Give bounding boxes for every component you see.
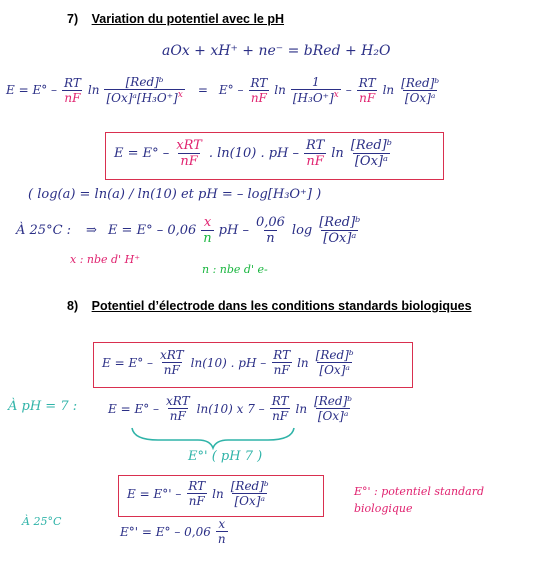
at25-ph: pH – — [218, 223, 249, 238]
ph7-nf: nF — [169, 409, 186, 423]
eq1-nf-3: nF — [359, 90, 376, 105]
boxed-e0prime-equation — [118, 475, 324, 517]
eq1-rt-2: RT — [250, 75, 268, 90]
eq1-denominator — [104, 89, 184, 104]
boxed2-ln: ln — [212, 486, 224, 501]
boxed-bio-content — [102, 349, 358, 376]
boxed1-xrt-over-nf — [158, 349, 186, 376]
eq1-denominator-text: [Ox]ᵃ[H₃O⁺] — [106, 91, 178, 105]
section-8-heading — [67, 299, 472, 313]
eq1-one: 1 — [311, 75, 320, 89]
ph7-left: E = E° – — [108, 401, 160, 416]
e0prime-definition: E°' : potentiel standard biologique — [354, 485, 485, 515]
boxed-rt: RT — [306, 138, 325, 153]
eq1-ln-2: ln — [274, 83, 286, 97]
ph7-nf-2: nF — [272, 409, 289, 423]
ph7-red: [Red]ᵇ — [314, 394, 353, 408]
at25-eq: E = E° – 0,06 — [107, 223, 197, 238]
at25-log: log — [291, 223, 313, 238]
boxed-bio-equation — [93, 342, 413, 388]
note-x-definition: x : nbe d' H⁺ — [70, 253, 140, 266]
e0p-n: n — [217, 532, 226, 546]
teal-brace — [128, 424, 298, 450]
ph7-equation — [108, 395, 356, 422]
e0p-x-over-n — [216, 518, 228, 545]
section-7-title: Variation du potentiel avec le pH — [91, 12, 285, 26]
boxed1-left: E = E° – — [102, 355, 154, 370]
redox-reaction: aOx + xH⁺ + ne⁻ = bRed + H₂O — [162, 43, 391, 59]
boxed1-nf: nF — [163, 363, 180, 377]
boxed-ln: ln — [331, 146, 344, 161]
boxed1-ox: [Ox]ᵃ — [319, 363, 350, 377]
boxed1-xrt: xRT — [160, 348, 184, 362]
boxed2-red: [Red]ᵇ — [230, 479, 269, 493]
eq1-left: E = E° – — [6, 83, 58, 97]
eq1-rt: RT — [64, 75, 81, 90]
eq1-h3o-text: [H₃O⁺] — [292, 91, 334, 105]
e0prime-equation — [120, 518, 230, 545]
eq1-red: [Red]ᵇ — [401, 75, 440, 90]
eq1-denominator-exp: x — [177, 90, 183, 100]
at25-n-2: n — [266, 231, 275, 246]
at25-n: n — [203, 231, 212, 246]
eq1-h3o-exp: x — [333, 90, 339, 100]
boxed1-nf-2: nF — [273, 363, 290, 377]
boxed1-rt: RT — [273, 348, 291, 362]
eq1-one-over-h3o — [291, 76, 341, 104]
boxed2-left: E = E°' – — [127, 486, 182, 501]
at25-label-bio: À 25°C — [22, 515, 62, 528]
eq1-ln: ln — [87, 83, 100, 97]
section-7-heading — [67, 12, 284, 26]
eq1-ox: [Ox]ᵃ — [404, 90, 436, 105]
boxed-rt-over-nf — [304, 139, 326, 168]
e0p-x: x — [218, 517, 226, 531]
boxed-ln10-ph: . ln(10) . pH – — [208, 146, 300, 161]
ph7-label: À pH = 7 : — [8, 399, 78, 414]
eq1-nf: nF — [64, 90, 81, 105]
boxed-xrt-over-nf — [174, 139, 204, 168]
boxed-red: [Red]ᵇ — [350, 138, 392, 153]
nernst-expanded-equation — [6, 76, 443, 104]
log-definition-note: ( log(a) = ln(a) / ln(10) et pH = – log[H₃O⁺] ) — [28, 187, 322, 202]
eq1-rt-over-nf-2 — [248, 77, 269, 104]
boxed-red-over-ox — [349, 139, 394, 168]
boxed2-red-over-ox — [229, 480, 271, 507]
boxed2-nf: nF — [188, 494, 205, 508]
at25-red: [Red]ᵇ — [319, 215, 361, 230]
brace-label: E°' ( pH 7 ) — [188, 449, 263, 464]
eq1-ln-3: ln — [382, 83, 395, 97]
eq1-minus: – — [345, 83, 352, 97]
boxed2-rt-over-nf — [186, 480, 207, 507]
boxed2-content — [127, 480, 273, 507]
boxed-ph-equation — [105, 132, 444, 180]
ph7-rt-over-nf — [270, 395, 291, 422]
ph7-red-over-ox — [312, 395, 354, 422]
eq1-equals: = — [197, 83, 208, 97]
boxed-xrt: xRT — [176, 138, 202, 153]
boxed1-red: [Red]ᵇ — [315, 348, 354, 362]
at25-x-over-n — [201, 216, 213, 245]
at25-006: 0,06 — [255, 215, 285, 230]
boxed-nf-2: nF — [306, 154, 324, 169]
eq1-red-over-ox — [399, 77, 441, 104]
e0p-eq: E°' = E° – 0,06 — [120, 524, 211, 539]
equation-at-25c — [16, 216, 364, 245]
boxed-nf: nF — [180, 154, 198, 169]
at25-006-over-n — [254, 216, 287, 245]
boxed1-ln: ln — [297, 355, 309, 370]
at25-x: x — [203, 215, 212, 230]
at25-red-over-ox — [317, 216, 362, 245]
ph7-rt: RT — [271, 394, 289, 408]
ph7-xrt: xRT — [166, 394, 190, 408]
eq1-rt-over-nf — [62, 77, 83, 104]
note-n-definition: n : nbe d' e- — [202, 263, 268, 276]
boxed-ox: [Ox]ᵃ — [354, 154, 388, 169]
boxed-ph-content — [114, 139, 396, 168]
section-8-title: Potentiel d’électrode dans les conditions standards biologiques — [91, 299, 472, 313]
at25-ox: [Ox]ᵃ — [323, 231, 357, 246]
boxed1-red-over-ox — [314, 349, 356, 376]
eq1-h3o — [291, 89, 341, 104]
boxed1-rt-over-nf — [271, 349, 292, 376]
ph7-ox: [Ox]ᵃ — [317, 409, 349, 423]
boxed2-ox: [Ox]ᵃ — [234, 494, 265, 508]
eq1-rt-over-nf-3 — [357, 77, 378, 104]
boxed2-rt: RT — [188, 479, 206, 493]
ph7-mid: ln(10) x 7 – — [196, 401, 265, 416]
boxed1-mid: ln(10) . pH – — [190, 355, 267, 370]
ph7-xrt-over-nf — [164, 395, 192, 422]
section-8-number: 8) — [67, 299, 79, 313]
eq1-quotient — [104, 76, 184, 104]
boxed-left: E = E° – — [114, 146, 170, 161]
section-7-number: 7) — [67, 12, 79, 26]
at25-label: À 25°C : — [16, 223, 72, 238]
eq1-nf-2: nF — [250, 90, 267, 105]
at25-arrow: ⇒ — [86, 223, 97, 238]
eq1-numerator: [Red]ᵇ — [125, 75, 164, 89]
eq1-rt-3: RT — [358, 75, 376, 90]
ph7-ln: ln — [295, 401, 308, 416]
eq1-mid: E° – — [218, 83, 244, 97]
